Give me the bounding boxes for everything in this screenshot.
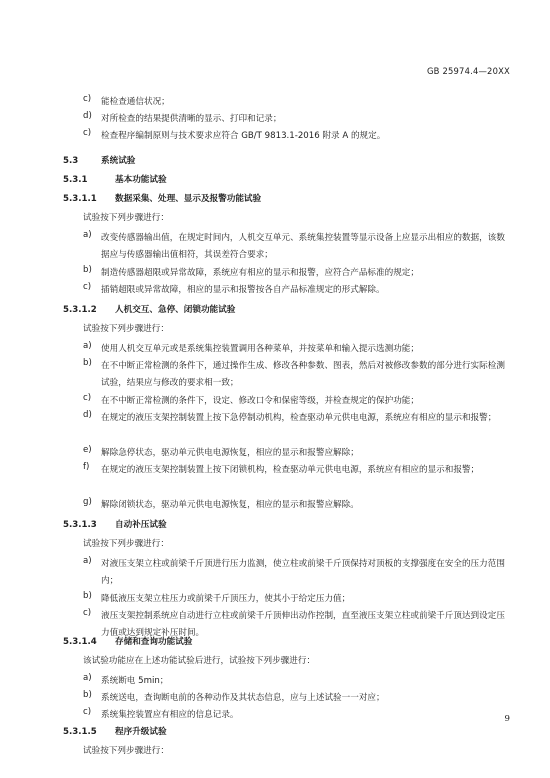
list-text: 在不中断正常检测的条件下，通过操作生成、修改各种参数、图表，然后对被修改参数的部分进行实际检测试验，结果应与修改的要求相一致； [101,361,505,388]
section-intro: 该试验功能应在上述功能试验后进行，试验按下列步骤进行： [83,656,316,666]
section-number: 5.3.1.5 [63,727,97,737]
section-number: 5.3.1.3 [63,520,97,530]
list-text: 能检查通信状况； [101,97,170,107]
section-number: 5.3.1.1 [63,194,97,204]
list-label: c) [83,282,92,292]
list-label: d) [83,111,92,121]
list-label: b) [83,265,92,275]
section-heading-5-3-1-3 [63,520,167,530]
list-text: 对所检查的结果提供清晰的显示、打印和记录； [101,114,282,124]
list-text: 降低液压支架立柱压力或前梁千斤顶压力，使其小于给定压力值； [101,594,351,604]
list-text: 对液压支架立柱或前梁千斤顶进行压力监测，使立柱或前梁千斤顶保持对顶板的支撑强度在安全的压力范围内； [101,559,505,586]
section-intro: 试验按下列步骤进行： [83,324,169,334]
section-number: 5.3 [63,156,79,166]
list-text: 液压支架控制系统应自动进行立柱或前梁千斤顶伸出动作控制，直至液压支架立柱或前梁千斤顶达到设定压力值或达到规定补压时间。 [101,611,505,638]
list-label: a) [83,341,92,351]
list-text: 检查程序编制原则与技术要求应符合 GB/T 9813.1-2016 附录 A 的规定。 [101,131,386,141]
list-label: f) [83,462,90,472]
list-text: 解除闭锁状态，驱动单元供电电源恢复，相应的显示和报警应解除。 [101,500,359,510]
list-text: 在规定的液压支架控制装置上按下急停制动机构，检查驱动单元供电电源，系统应有相应的显示和报警； [101,413,497,423]
section-intro: 试验按下列步骤进行： [83,213,169,223]
section-heading-5-3-1 [63,175,167,185]
list-label: b) [83,690,92,700]
list-text: 改变传感器输出值，在规定时间内，人机交互单元、系统集控装置等显示设备上应显示出相应的数据，该数据应与传感器输出值相符，其误差符合要求； [101,233,505,260]
list-label: b) [83,358,92,368]
list-label: c) [83,608,92,618]
section-title: 数据采集、处理、显示及报警功能试验 [115,194,262,204]
section-title: 程序升级试验 [115,727,167,737]
list-label: d) [83,410,92,420]
list-label: c) [83,393,92,403]
list-label: g) [83,497,92,507]
list-text: 插销超限或异常故障，相应的显示和报警按各自产品标准规定的形式解除。 [101,285,385,295]
list-text: 解除急停状态，驱动单元供电电源恢复，相应的显示和报警应解除； [101,448,359,458]
section-intro: 试验按下列步骤进行： [83,746,169,756]
section-title: 人机交互、急停、闭锁功能试验 [115,305,236,315]
list-label: e) [83,445,92,455]
page-number: 9 [504,713,510,724]
section-title: 存储和查询功能试验 [115,637,193,647]
section-heading-5-3-1-2 [63,305,235,315]
list-text: 在规定的液压支架控制装置上按下闭锁机构，检查驱动单元供电电源，系统应有相应的显示和报警； [101,465,480,475]
list-text: 系统断电 5min； [101,676,169,686]
section-heading-5-3-1-1 [63,194,261,204]
section-number: 5.3.1.4 [63,637,97,647]
list-label: a) [83,556,92,566]
section-number: 5.3.1 [63,175,88,185]
list-text: 系统送电，查询断电前的各种动作及其状态信息，应与上述试验一一对应； [101,693,385,703]
list-text: 使用人机交互单元或是系统集控装置调用各种菜单，并按菜单和输入提示选测功能； [101,344,419,354]
section-number: 5.3.1.2 [63,305,97,315]
section-title: 自动补压试验 [115,520,167,530]
list-label: c) [83,707,92,717]
list-text: 在不中断正常检测的条件下，设定、修改口令和保密等级，并检查规定的保护功能； [101,396,419,406]
list-label: b) [83,591,92,601]
list-text: 系统集控装置应有相应的信息记录。 [101,710,239,720]
section-title: 基本功能试验 [115,175,167,185]
section-title: 系统试验 [101,156,136,166]
list-label: a) [83,673,92,683]
section-heading-5-3-1-4 [63,637,192,647]
section-heading-5-3 [63,156,135,166]
list-label: c) [83,94,92,104]
list-text: 制造传感器超限或异常故障，系统应有相应的显示和报警，应符合产品标准的规定； [101,268,419,278]
section-heading-5-3-1-5 [63,727,167,737]
list-label: c) [83,128,92,138]
list-label: a) [83,230,92,240]
section-intro: 试验按下列步骤进行： [83,539,169,549]
standard-code: GB 25974.4—20XX [426,66,510,76]
